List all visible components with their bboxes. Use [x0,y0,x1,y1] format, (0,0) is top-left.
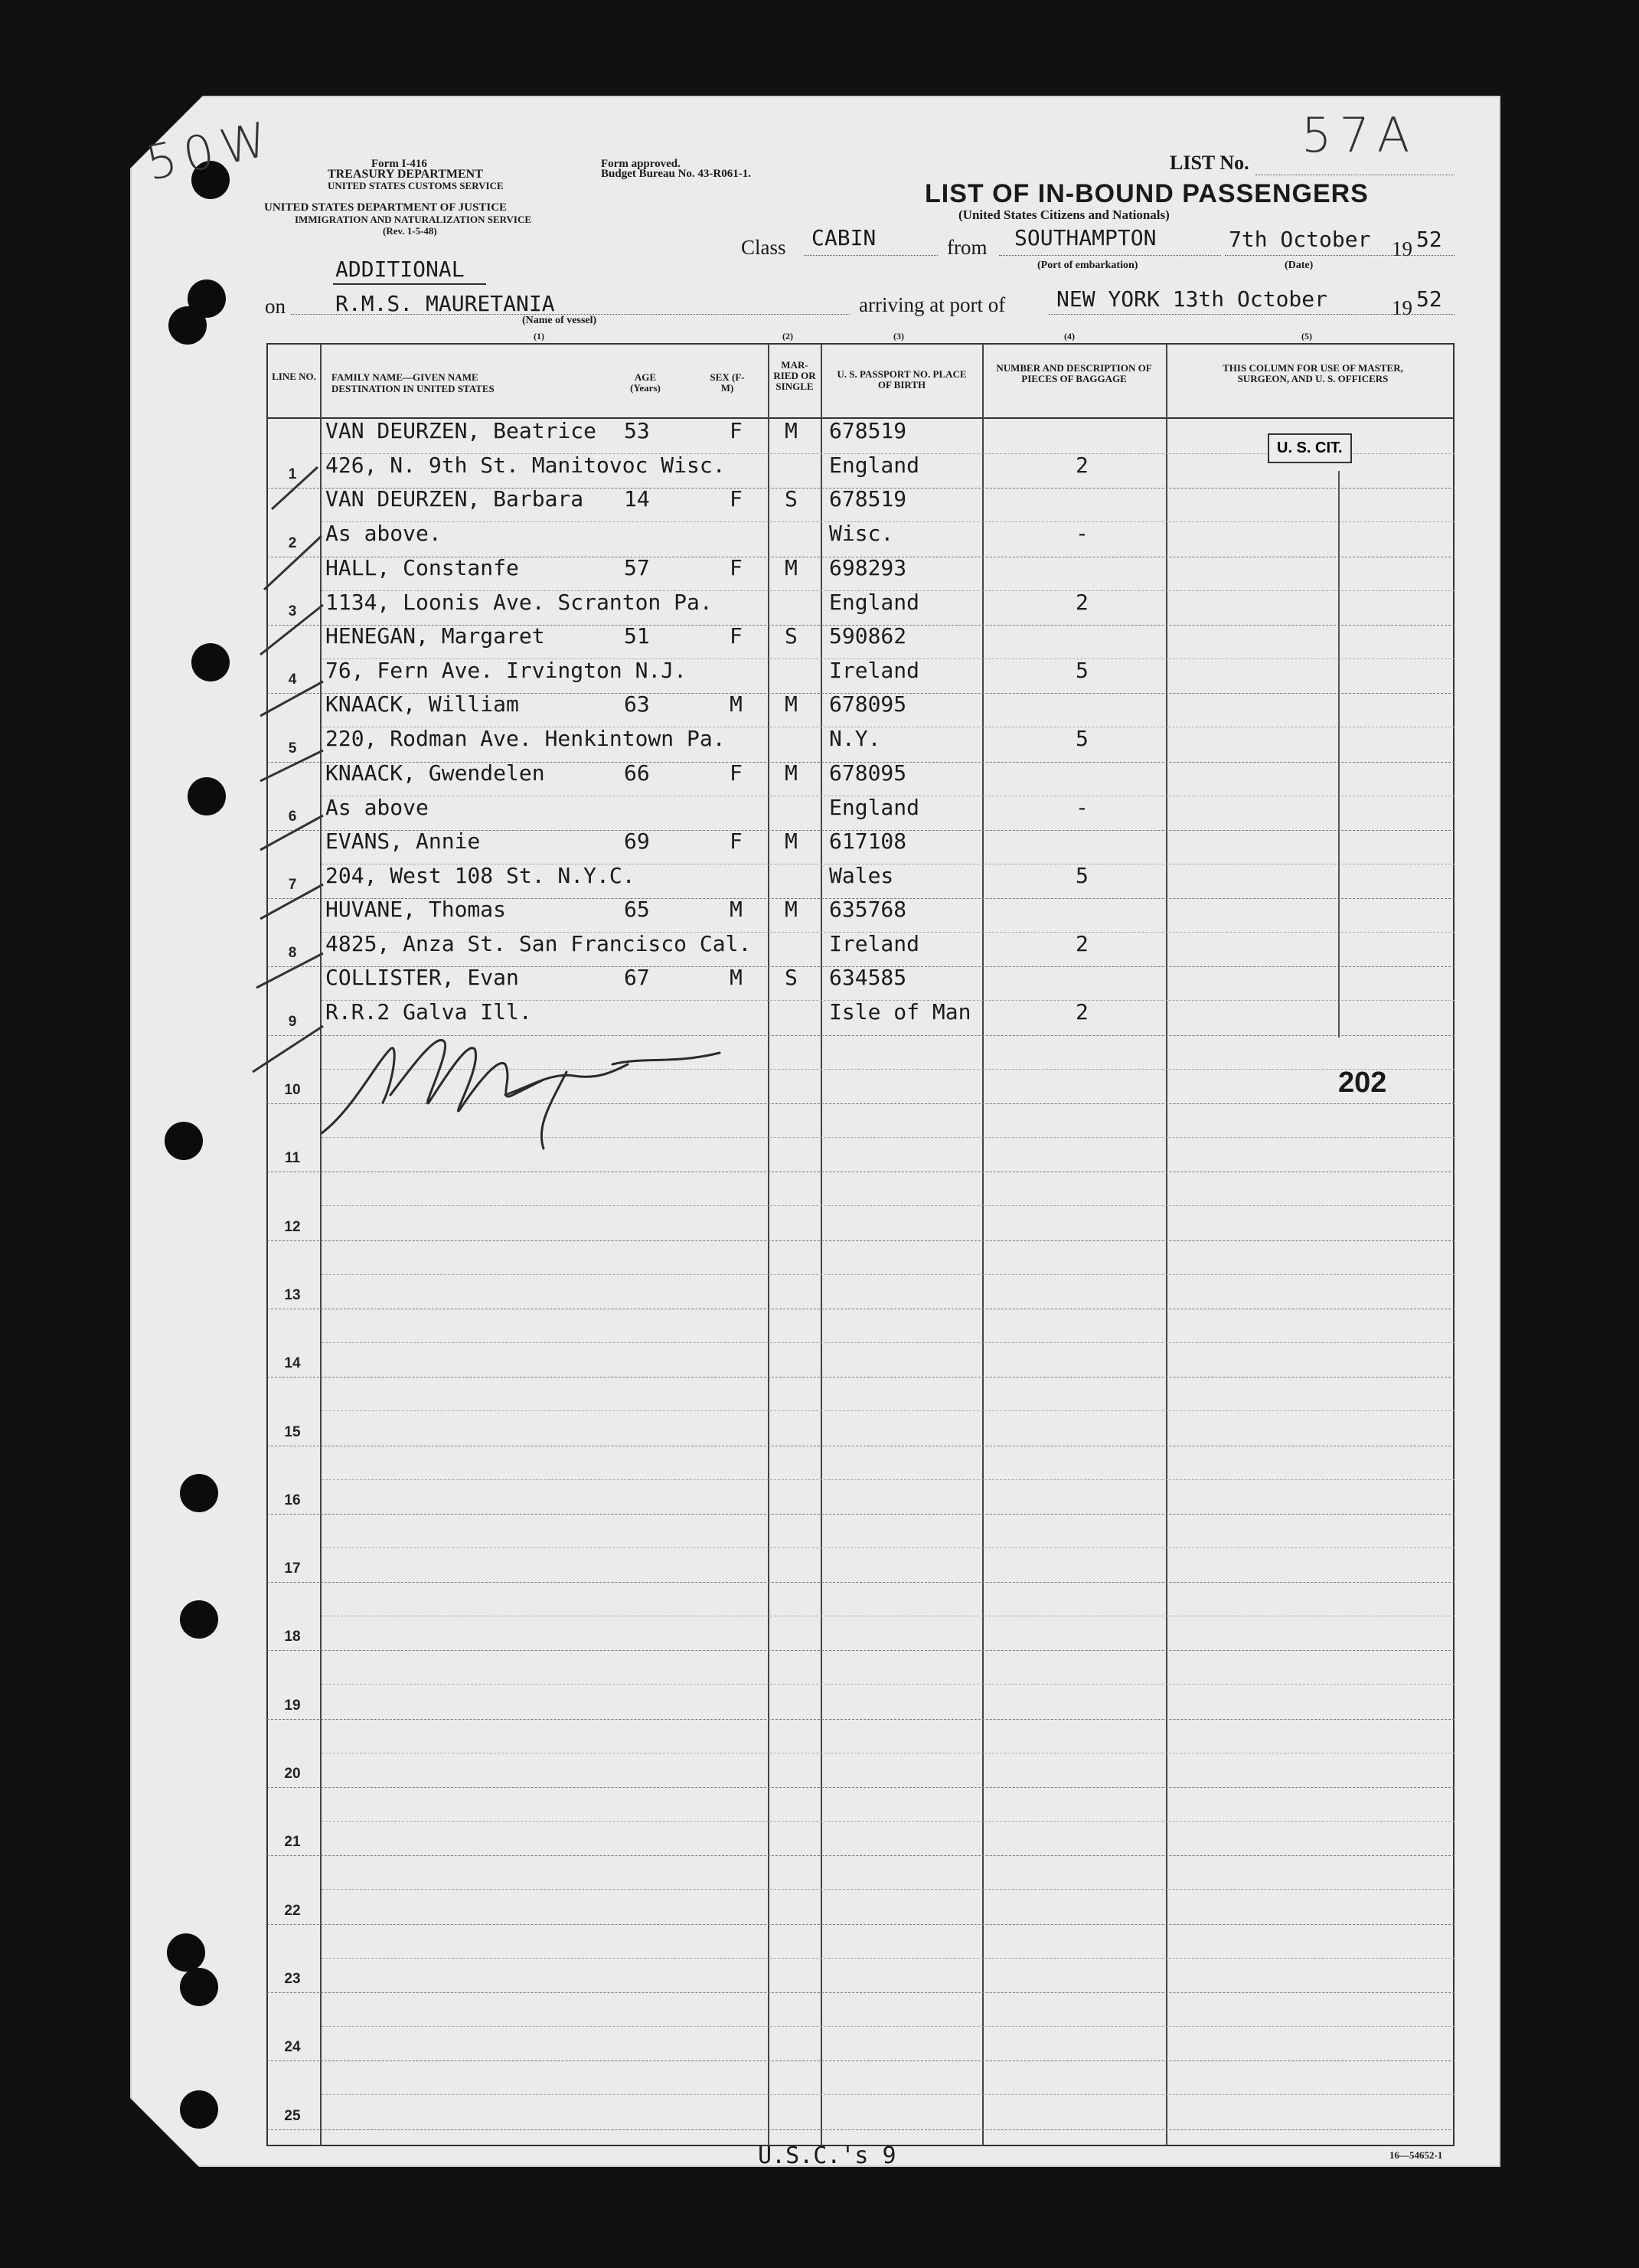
margin-mark: 50W [141,109,280,191]
passport-number: 678095 [829,760,907,786]
passenger-name: HALL, Constanfe [325,554,519,580]
col-header-destination: DESTINATION IN UNITED STATES [331,383,495,394]
passenger-name: VAN DEURZEN, Barbara [325,486,584,512]
stamp-bracket-line [1338,471,1340,1038]
port-embark-caption: (Port of embarkation) [1037,260,1138,271]
row-half-rule [322,2094,1455,2095]
line-number: 2 [288,534,297,551]
baggage-count: 2 [1076,589,1089,615]
baggage-count: - [1076,794,1089,820]
baggage-count: 2 [1076,931,1089,957]
destination-address: 220, Rodman Ave. Henkintown Pa. [325,726,726,752]
col-header-passport: U. S. PASSPORT NO. PLACE OF BIRTH [837,368,967,391]
passenger-marital-status: S [785,623,798,649]
destination-address: As above [325,794,429,820]
row-rule [267,1924,1455,1925]
passport-number: 617108 [829,828,907,854]
from-value: SOUTHAMPTON [1014,225,1157,250]
binder-hole [180,1474,218,1512]
footer-print-code: 16—54652-1 [1389,2149,1443,2161]
row-rule [267,2060,1455,2061]
passenger-age: 53 [624,418,650,443]
binder-hole [188,777,226,815]
col-divider [982,343,984,2146]
line-number: 8 [288,945,297,962]
row-rule [267,1240,1455,1241]
row-half-rule [322,1684,1455,1685]
budget-bureau: Budget Bureau No. 43-R061-1. [601,168,751,180]
passport-number: 590862 [829,623,907,649]
row-half-rule [322,1479,1455,1480]
form-number: Form I-416 [371,158,427,170]
baggage-count: 2 [1076,453,1089,478]
col-header-sex: SEX (F-M) [710,371,745,394]
col-divider [1166,343,1167,2146]
passenger-sex: F [730,760,743,786]
place-of-birth: Ireland [829,657,920,683]
row-rule [267,1514,1455,1515]
place-of-birth: Wales [829,862,894,888]
line-number: 19 [284,1697,301,1714]
binder-hole [167,1933,205,1972]
line-number: 22 [284,1902,301,1919]
line-number: 7 [288,877,297,894]
destination-address: 1134, Loonis Ave. Scranton Pa. [325,589,713,615]
passenger-name: HUVANE, Thomas [325,897,507,923]
line-number: 23 [284,1970,301,1987]
destination-address: 426, N. 9th St. Manitovoc Wisc. [325,453,726,478]
arrival-port-date: NEW YORK 13th October [1056,286,1328,312]
passenger-name: VAN DEURZEN, Beatrice [325,418,597,443]
baggage-count: 5 [1076,657,1089,683]
destination-address: As above. [325,521,442,547]
col-header-baggage: NUMBER AND DESCRIPTION OF PIECES OF BAGGAGE [996,362,1152,384]
dept-treasury: TREASURY DEPARTMENT [328,168,483,181]
page-title: LIST OF IN-BOUND PASSENGERS [925,179,1369,208]
line-number: 3 [288,603,297,619]
depart-year: 52 [1416,227,1442,252]
signature [322,1018,750,1164]
binder-hole [191,643,230,681]
line-number: 12 [284,1218,301,1235]
col-header-officers: THIS COLUMN FOR USE OF MASTER, SURGEON, AND U. S. OFFICERS [1223,362,1403,384]
passenger-marital-status: S [785,965,798,991]
footer-form-code: U.S.C.'s 9 [758,2142,896,2169]
passenger-marital-status: M [785,554,798,580]
destination-address: 4825, Anza St. San Francisco Cal. [325,931,752,957]
from-label: from [947,236,988,259]
line-number: 6 [288,808,297,825]
destination-address: 76, Fern Ave. Irvington N.J. [325,657,687,683]
passenger-age: 63 [624,691,650,717]
row-rule [267,1855,1455,1856]
col-header-age: AGE (Years) [630,371,661,394]
row-half-rule [322,1342,1455,1343]
immigration-service: IMMIGRATION AND NATURALIZATION SERVICE [295,214,532,225]
place-of-birth: N.Y. [829,726,881,752]
customs-service: UNITED STATES CUSTOMS SERVICE [328,180,504,191]
col-marker-2: (2) [782,331,793,342]
place-of-birth: England [829,589,920,615]
passenger-age: 65 [624,897,650,923]
line-number: 1 [288,466,297,483]
passenger-age: 67 [624,965,650,991]
class-label: Class [741,236,786,259]
col-header-married: MAR-RIED OR SINGLE [773,359,816,392]
passport-number: 678519 [829,486,907,512]
baggage-count: - [1076,521,1089,547]
passenger-name: KNAACK, Gwendelen [325,760,545,786]
passenger-marital-status: M [785,691,798,717]
binder-hole [180,2090,218,2129]
list-no-label: LIST No. [1170,152,1249,174]
passenger-sex: M [730,691,743,717]
arriving-label: arriving at port of [859,293,1006,316]
passenger-age: 14 [624,486,650,512]
passenger-sex: F [730,486,743,512]
passport-number: 635768 [829,897,907,923]
arrival-year: 52 [1416,286,1442,312]
revision: (Rev. 1-5-48) [383,225,437,237]
line-number: 13 [284,1286,301,1303]
row-half-rule [322,1958,1455,1959]
destination-address: R.R.2 Galva Ill. [325,999,532,1025]
row-half-rule [322,1821,1455,1822]
row-rule [267,1787,1455,1788]
line-number: 21 [284,1834,301,1851]
col-marker-4: (4) [1064,331,1075,342]
place-of-birth: England [829,453,920,478]
line-number: 25 [284,2107,301,2124]
place-of-birth: Ireland [829,931,920,957]
line-number: 20 [284,1766,301,1782]
col-divider [768,343,769,2146]
row-rule [267,1582,1455,1583]
col-marker-1: (1) [534,331,544,342]
passenger-name: EVANS, Annie [325,828,481,854]
row-half-rule [322,1274,1455,1275]
col-marker-3: (3) [893,331,904,342]
row-half-rule [322,1410,1455,1411]
passport-number: 678519 [829,418,907,443]
page-subtitle: (United States Citizens and Nationals) [958,208,1170,222]
total-count: 202 [1338,1067,1387,1099]
line-number: 16 [284,1492,301,1508]
passport-number: 698293 [829,554,907,580]
passenger-sex: M [730,897,743,923]
dept-justice: UNITED STATES DEPARTMENT OF JUSTICE [264,201,508,214]
passenger-age: 69 [624,828,650,854]
line-number: 18 [284,1629,301,1645]
passenger-age: 57 [624,554,650,580]
arrival-year-prefix: 19 [1392,296,1412,319]
place-of-birth: Wisc. [829,521,894,547]
col-marker-5: (5) [1301,331,1312,342]
vessel-name: R.M.S. MAURETANIA [335,291,555,316]
us-citizen-stamp: U. S. CIT. [1268,433,1352,463]
place-of-birth: England [829,794,920,820]
passenger-age: 51 [624,623,650,649]
class-value: CABIN [811,225,877,250]
col-header-line-no: LINE NO. [272,371,316,382]
baggage-count: 2 [1076,999,1089,1025]
passenger-name: HENEGAN, Margaret [325,623,545,649]
line-number: 5 [288,740,297,757]
passport-number: 634585 [829,965,907,991]
passenger-sex: F [730,554,743,580]
col-divider [821,343,822,2146]
passenger-marital-status: M [785,897,798,923]
line-number: 10 [284,1082,301,1098]
passport-number: 678095 [829,691,907,717]
additional-label: ADDITIONAL [335,257,465,282]
date-caption: (Date) [1285,260,1314,271]
row-half-rule [322,1205,1455,1206]
binder-hole [165,1122,203,1160]
line-number: 11 [284,1150,301,1167]
baggage-count: 5 [1076,862,1089,888]
row-rule [267,1650,1455,1651]
destination-address: 204, West 108 St. N.Y.C. [325,862,635,888]
passenger-marital-status: M [785,828,798,854]
row-rule [267,1992,1455,1993]
form-approved: Form approved. [601,158,681,170]
col-header-name: FAMILY NAME—GIVEN NAME [331,371,478,383]
place-of-birth: Isle of Man [829,999,971,1025]
depart-year-prefix: 19 [1392,237,1412,260]
line-number: 9 [288,1013,297,1030]
passenger-name: COLLISTER, Evan [325,965,519,991]
line-number: 4 [288,672,297,688]
binder-hole [180,1600,218,1639]
row-half-rule [322,1547,1455,1548]
on-label: on [265,295,286,318]
passenger-marital-status: M [785,418,798,443]
binder-hole [188,279,226,318]
passenger-sex: M [730,965,743,991]
line-number: 14 [284,1355,301,1372]
baggage-count: 5 [1076,726,1089,752]
passenger-marital-status: M [785,760,798,786]
passenger-name: KNAACK, William [325,691,519,717]
passenger-age: 66 [624,760,650,786]
passenger-sex: F [730,418,743,443]
row-rule [267,2129,1455,2130]
row-half-rule [322,2026,1455,2027]
vessel-caption: (Name of vessel) [522,315,597,326]
passenger-marital-status: S [785,486,798,512]
line-number: 15 [284,1423,301,1440]
line-number: 17 [284,1560,301,1577]
list-number-value: 57A [1301,107,1418,163]
check-marks [237,452,344,1087]
row-rule [267,1719,1455,1720]
line-number: 24 [284,2039,301,2056]
depart-date: 7th October [1229,227,1371,252]
binder-hole [180,1968,218,2006]
passenger-sex: F [730,623,743,649]
row-half-rule [322,1889,1455,1890]
passenger-sex: F [730,828,743,854]
